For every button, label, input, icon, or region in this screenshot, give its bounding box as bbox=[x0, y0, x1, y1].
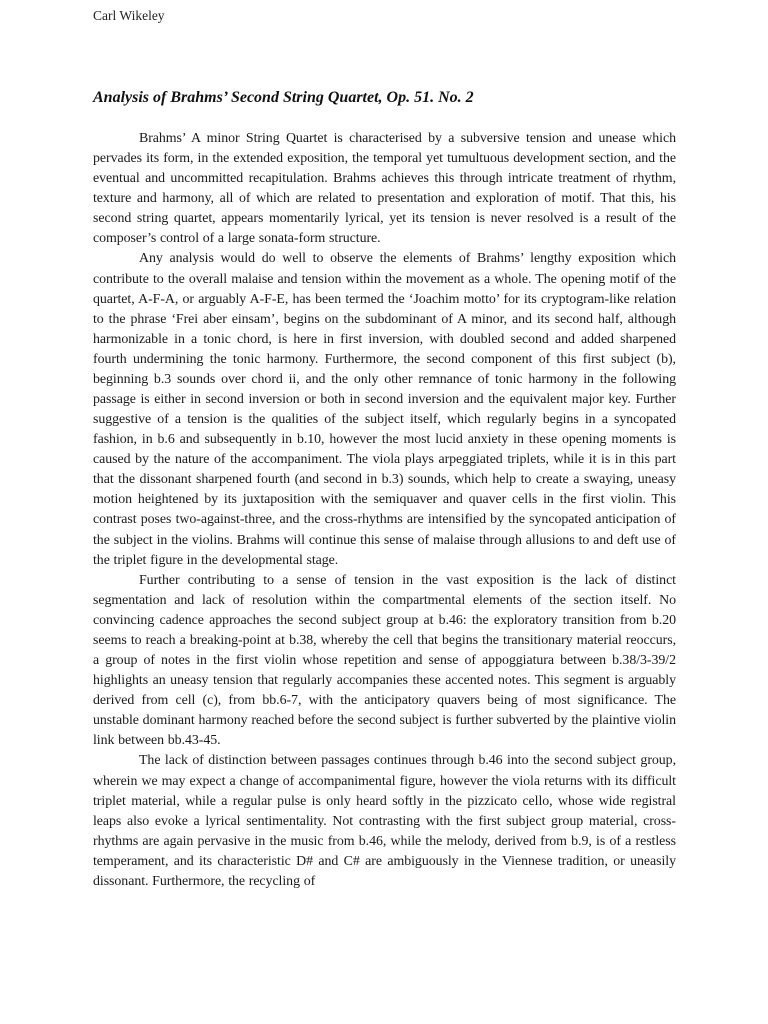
paragraph-3: Further contributing to a sense of tension in the vast exposition is the lack of distinct segmentation and lack of resolution within the compartmental elements of the section itself. No convincing cadence approaches the second subject group at b.46: the exploratory transition from b.20 seems to reach a breaking-point at b.38, whereby the cell that begins the transitionary material reoccurs, a group of notes in the first violin whose repetition and sense of appoggiatura between b.38/3-39/2 highlights an uneasy tension that regularly accompanies these accented notes. This segment is arguably derived from cell (c), from bb.6-7, with the anticipatory quavers being of most significance. The unstable dominant harmony reached before the second subject is further subverted by the plaintive violin link between bb.43-45. bbox=[93, 572, 676, 749]
paragraph-1: Brahms’ A minor String Quartet is characterised by a subversive tension and unease which pervades its form, in the extended exposition, the temporal yet tumultuous development section, and the eventual and uncommitted recapitulation. Brahms achieves this through intricate treatment of rhythm, texture and harmony, all of which are related to presentation and exploration of motif. That this, his second string quartet, appears momentarily lyrical, yet its tension is never resolved is a result of the composer’s control of a large sonata-form structure. bbox=[93, 131, 676, 247]
paragraph-4: The lack of distinction between passages continues through b.46 into the second subject group, wherein we may expect a change of accompanimental figure, however the viola returns with its difficult triplet material, while a regular pulse is only heard softly in the pizzicato cello, whose wide registral leaps also evoke a lyrical sentimentality. Not contrasting with the first subject group material, cross-rhythms are again pervasive in the music from b.46, while the melody, derived from b.9, is of a restless temperament, and its characteristic D# and C# are ambiguously in the Viennese tradition, or uneasily dissonant. Furthermore, the recycling of bbox=[93, 753, 676, 889]
document-title: Analysis of Brahms’ Second String Quartet, Op. 51. No. 2 bbox=[93, 89, 474, 106]
document-body bbox=[93, 129, 676, 892]
page-header-author: Carl Wikeley bbox=[93, 8, 165, 23]
paragraph-2: Any analysis would do well to observe the elements of Brahms’ lengthy exposition which contribute to the overall malaise and tension within the movement as a whole. The opening motif of the quartet, A-F-A, or arguably A-F-E, has been termed the ‘Joachim motto’ for its cryptogram-like relation to the phrase ‘Frei aber einsam’, begins on the subdominant of A minor, and its second half, although harmonizable in a tonic chord, is here in first inversion, with doubled second and added sharpened fourth undermining the tonic harmony. Furthermore, the second component of this first subject (b), beginning b.3 sounds over chord ii, and the only other remnance of tonic harmony in the following passage is either in second inversion or both in second inversion and the equivalent major key. Further suggestive of a tension is the qualities of the subject itself, which regularly begins in a syncopated fashion, in b.6 and subsequently in b.10, however the most lucid anxiety in these opening moments is caused by the nature of the accompaniment. The viola plays arpeggiated triplets, while it is in this part that the dissonant sharpened fourth (and second in b.3) sounds, which help to create a swaying, uneasy motion heightened by its juxtaposition with the semiquaver and quaver cells in the first violin. This contrast poses two-against-three, and the cross-rhythms are intensified by the syncopated anticipation of the subject in the violins. Brahms will continue this sense of malaise through allusions to and deft use of the triplet figure in the developmental stage. bbox=[93, 251, 676, 568]
